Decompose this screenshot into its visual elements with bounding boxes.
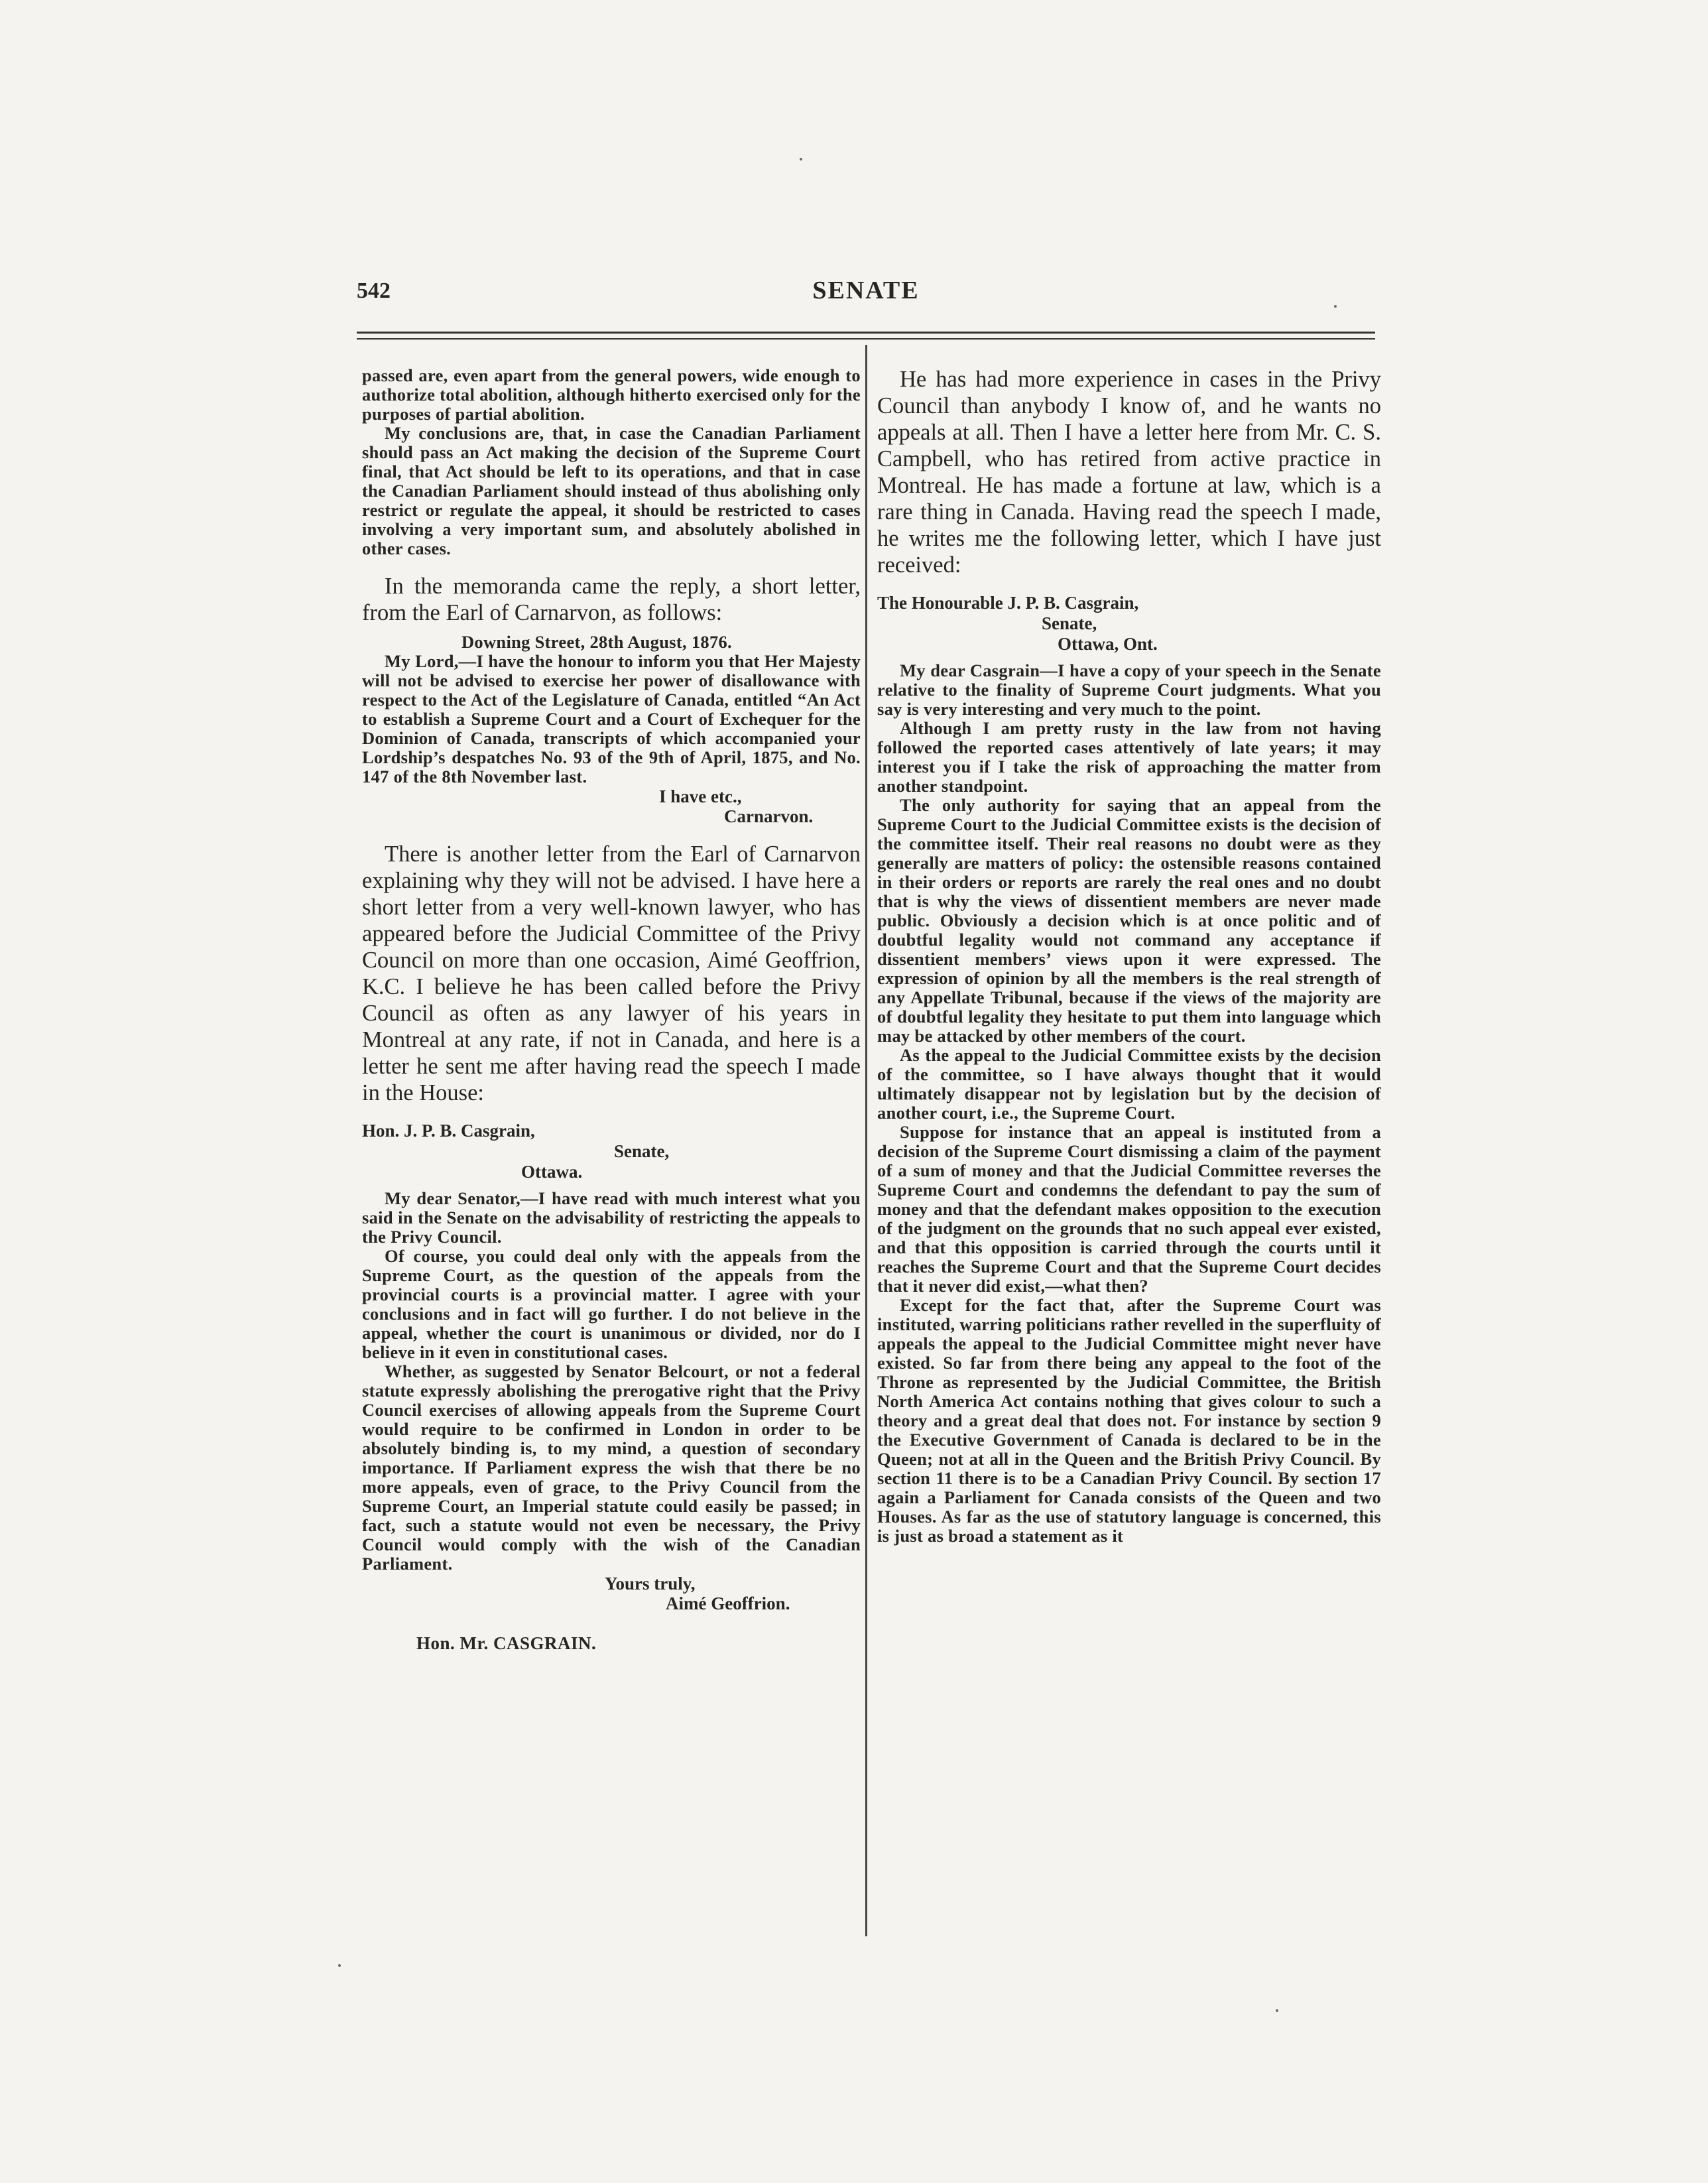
address-line: Senate,	[614, 1141, 670, 1161]
letter-paragraph: The only authority for saying that an appeal from the Supreme Court to the Judicial Committee exists is the decision of the committee itself. Their real reasons no doubt were as they generally are matters of policy: the ostensible reasons contained in their orders or reports are rarely the real ones and no doubt that is why the views of dissentient members are never made public. Obviously a decision which is at once politic and of doubtful legality would not command any acceptance if dissentient members’ views upon it were expressed. The expression of opinion by all the members is the real strength of any Appellate Tribunal, because if the views of the majority are of doubtful legality they hesitate to put them into language which may be attacked by other members of the court.	[877, 795, 1381, 1046]
letter-address	[362, 1121, 861, 1182]
header-rule	[357, 338, 1375, 340]
address-line: Hon. J. P. B. Casgrain,	[362, 1121, 535, 1141]
address-line: Senate,	[1042, 613, 1097, 633]
letter-paragraph: My dear Casgrain—I have a copy of your speech in the Senate relative to the finality of Supreme Court judgments. What you say is very interesting and very much to the point.	[877, 660, 1381, 719]
speech-paragraph: There is another letter from the Earl of Carnarvon explaining why they will not be advised. I have here a short letter from a very well-known lawyer, who has appeared before the Judicial Committee of the Privy Council on more than one occasion, Aimé Geoffrion, K.C. I believe he has been called before the Privy Council as often as any lawyer of his years in Montreal at any rate, if not in Canada, and here is a letter he sent me after having read the speech I made in the House:	[362, 842, 861, 1105]
page-number: 542	[357, 279, 391, 303]
letter-paragraph: Although I am pretty rusty in the law from not having followed the reported cases attentively of late years; it may interest you if I take the risk of approaching the matter from another standpoint.	[877, 718, 1381, 796]
quoted-paragraph: My conclusions are, that, in case the Canadian Parliament should pass an Act making the decision of the Supreme Court final, that Act should be left to its operations, and that in case the Canadian Parliament should instead of thus abolishing only restrict or regulate the appeal, it should be restricted to cases involving a very important sum, and absolutely abolished in other cases.	[362, 423, 861, 558]
address-line: Ottawa.	[521, 1162, 583, 1182]
header-rule	[357, 332, 1375, 334]
letter-closing: I have etc.,	[659, 786, 742, 806]
left-column	[362, 366, 861, 1653]
address-line: The Honourable J. P. B. Casgrain,	[877, 593, 1139, 613]
letter-signoff	[362, 1574, 861, 1613]
page-header	[357, 279, 1375, 312]
letter-paragraph: My Lord,—I have the honour to inform you that Her Majesty will not be advised to exercise her power of disallowance with respect to the Act of the Legislature of Canada, entitled “An Act to establish a Supreme Court and a Court of Exchequer for the Dominion of Canada, transcripts of which accompanied your Lordship’s despatches No. 93 of the 9th of April, 1875, and No. 147 of the 8th November last.	[362, 651, 861, 786]
scan-speck	[338, 1964, 341, 1967]
letter-paragraph: Except for the fact that, after the Supreme Court was instituted, warring politicians rather revelled in the superfluity of appeals the appeal to the Judicial Committee might never have existed. So far from there being any appeal to the foot of the Throne as represented by the Judicial Committee, the British North America Act contains nothing that gives colour to such a theory and a great deal that does not. For instance by section 9 the Executive Government of Canada is declared to be in the Queen; not at all in the Queen and the British Privy Council. By section 11 there is to be a Canadian Privy Council. By section 17 again a Parliament for Canada consists of the Queen and two Houses. As far as the use of statutory language is concerned, this is just as broad a statement as it	[877, 1295, 1381, 1546]
letter-paragraph: My dear Senator,—I have read with much interest what you said in the Senate on the advisability of restricting the appeals to the Privy Council.	[362, 1188, 861, 1247]
column-divider	[865, 345, 867, 1936]
scan-speck	[800, 158, 802, 160]
letter-paragraph: As the appeal to the Judicial Committee exists by the decision of the committee, so I have always thought that it would ultimately disappear not by legislation but by the decision of another court, i.e., the Supreme Court.	[877, 1045, 1381, 1123]
speech-paragraph: In the memoranda came the reply, a short letter, from the Earl of Carnarvon, as follows:	[362, 574, 861, 625]
letter-signoff	[362, 786, 861, 826]
letter-paragraph: Of course, you could deal only with the appeals from the Supreme Court, as the question of the appeals from the provincial courts is a provincial matter. I agree with your conclusions and in fact will go further. I do not believe in the appeal, whether the court is unanimous or divided, nor do I believe in it even in constitutional cases.	[362, 1246, 861, 1362]
letter-closing: Yours truly,	[605, 1574, 696, 1593]
address-line: Ottawa, Ont.	[1058, 634, 1158, 654]
letter-signature: Carnarvon.	[724, 806, 814, 826]
right-column	[877, 366, 1381, 1546]
speaker-label: Hon. Mr. CASGRAIN.	[416, 1633, 597, 1653]
letter-paragraph: Suppose for instance that an appeal is instituted from a decision of the Supreme Court dismissing a claim of the payment of a sum of money and that the Judicial Committee reverses the Supreme Court and condemns the defendant to pay the sum of money and that the defendant makes opposition to the execution of the judgment on the grounds that no such appeal ever existed, and that this opposition is carried through the courts until it reaches the Supreme Court and that the Supreme Court decides that it never did exist,—what then?	[877, 1122, 1381, 1296]
running-head: SENATE	[812, 277, 920, 304]
letter-address	[877, 593, 1381, 655]
letter-signature: Aimé Geoffrion.	[666, 1593, 790, 1613]
quoted-paragraph: passed are, even apart from the general powers, wide enough to authorize total abolition, although hitherto exercised only for the purposes of partial abolition.	[362, 365, 861, 424]
letter-dateline: Downing Street, 28th August, 1876.	[461, 632, 732, 652]
letter-paragraph: Whether, as suggested by Senator Belcourt, or not a federal statute expressly abolishing the prerogative right that the Privy Council exercises of allowing appeals from the Supreme Court would require to be confirmed in London in order to be absolutely binding is, to my mind, a question of secondary importance. If Parliament express the wish that there be no more appeals, even of grace, to the Privy Council from the Supreme Court, an Imperial statute could easily be passed; in fact, such a statute would not even be necessary, the Privy Council would comply with the wish of the Canadian Parliament.	[362, 1361, 861, 1574]
scan-speck	[1276, 2009, 1278, 2012]
speech-paragraph: He has had more experience in cases in the Privy Council than anybody I know of, and he wants no appeals at all. Then I have a letter here from Mr. C. S. Campbell, who has retired from active practice in Montreal. He has made a fortune at law, which is a rare thing in Canada. Having read the speech I made, he writes me the following letter, which I have just received:	[877, 367, 1381, 578]
